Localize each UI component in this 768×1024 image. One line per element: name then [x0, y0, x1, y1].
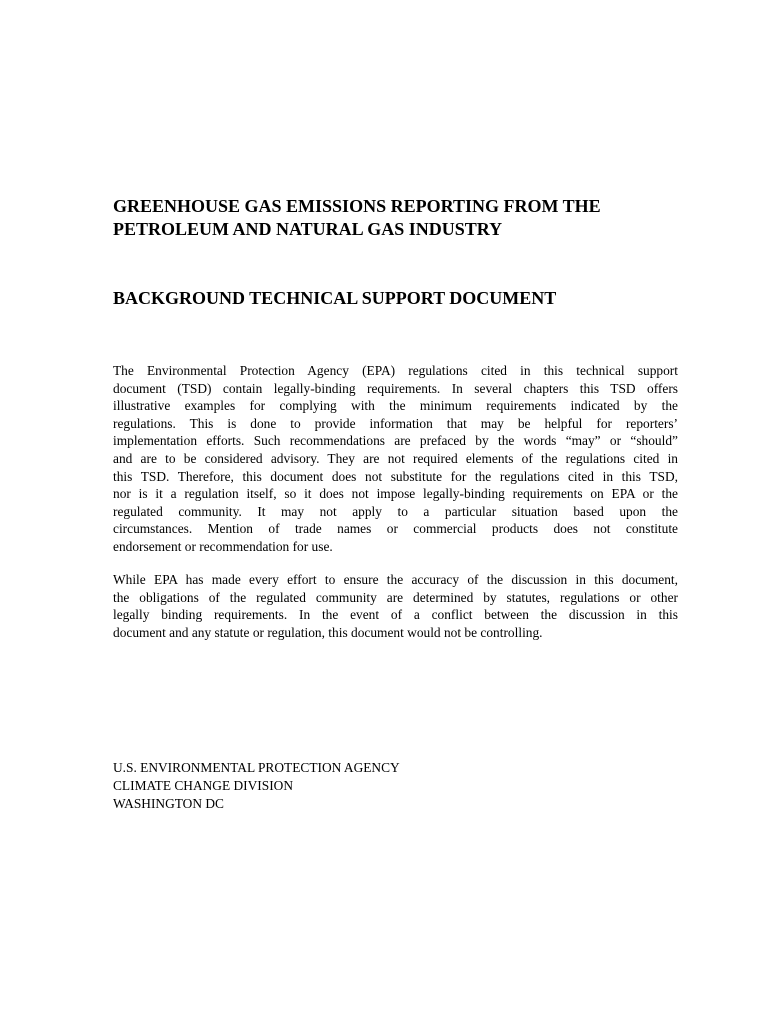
paragraph-line: endorsement or recommendation for use. — [113, 538, 333, 554]
paragraph-line: this TSD. Therefore, this document does not substitute for the regulations cited in this TSD, — [113, 468, 678, 484]
paragraph-line: illustrative examples for complying with the minimum requirements indicated by the — [113, 398, 678, 414]
agency-block — [113, 759, 400, 812]
agency-name: U.S. ENVIRONMENTAL PROTECTION AGENCY — [113, 760, 400, 775]
paragraph-line: document (TSD) contain legally-binding requirements. In several chapters this TSD offers — [113, 380, 678, 396]
agency-division: CLIMATE CHANGE DIVISION — [113, 777, 294, 793]
paragraph-line: The Environmental Protection Agency (EPA) regulations cited in this technical support — [113, 363, 678, 378]
paragraph-line: regulated community. It may not apply to a particular situation based upon the — [113, 503, 678, 519]
paragraph-line: legally binding requirements. In the event of a conflict between the discussion in this — [113, 607, 678, 623]
paragraph-line: implementation efforts. Such recommendations are prefaced by the words “may” or “should” — [113, 433, 678, 449]
title-line: PETROLEUM AND NATURAL GAS INDUSTRY — [113, 219, 503, 239]
paragraph-line: the obligations of the regulated community are determined by statutes, regulations or other — [113, 589, 678, 605]
paragraph-line: document and any statute or regulation, this document would not be controlling. — [113, 624, 543, 640]
paragraph-line: and are to be considered advisory. They are not required elements of the regulations cited in — [113, 450, 678, 466]
document-title — [113, 195, 683, 241]
title-line: GREENHOUSE GAS EMISSIONS REPORTING FROM THE — [113, 196, 601, 216]
disclaimer-paragraph — [113, 362, 678, 556]
accuracy-paragraph — [113, 571, 678, 641]
agency-location: WASHINGTON DC — [113, 795, 224, 811]
paragraph-line: nor is it a regulation itself, so it does not impose legally-binding requirements on EPA or the — [113, 486, 678, 502]
paragraph-line: circumstances. Mention of trade names or commercial products does not constitute — [113, 521, 678, 537]
paragraph-line: regulations. This is done to provide information that may be helpful for reporters’ — [113, 415, 678, 431]
paragraph-line: While EPA has made every effort to ensure the accuracy of the discussion in this document, — [113, 572, 678, 587]
document-subtitle: BACKGROUND TECHNICAL SUPPORT DOCUMENT — [113, 288, 557, 308]
